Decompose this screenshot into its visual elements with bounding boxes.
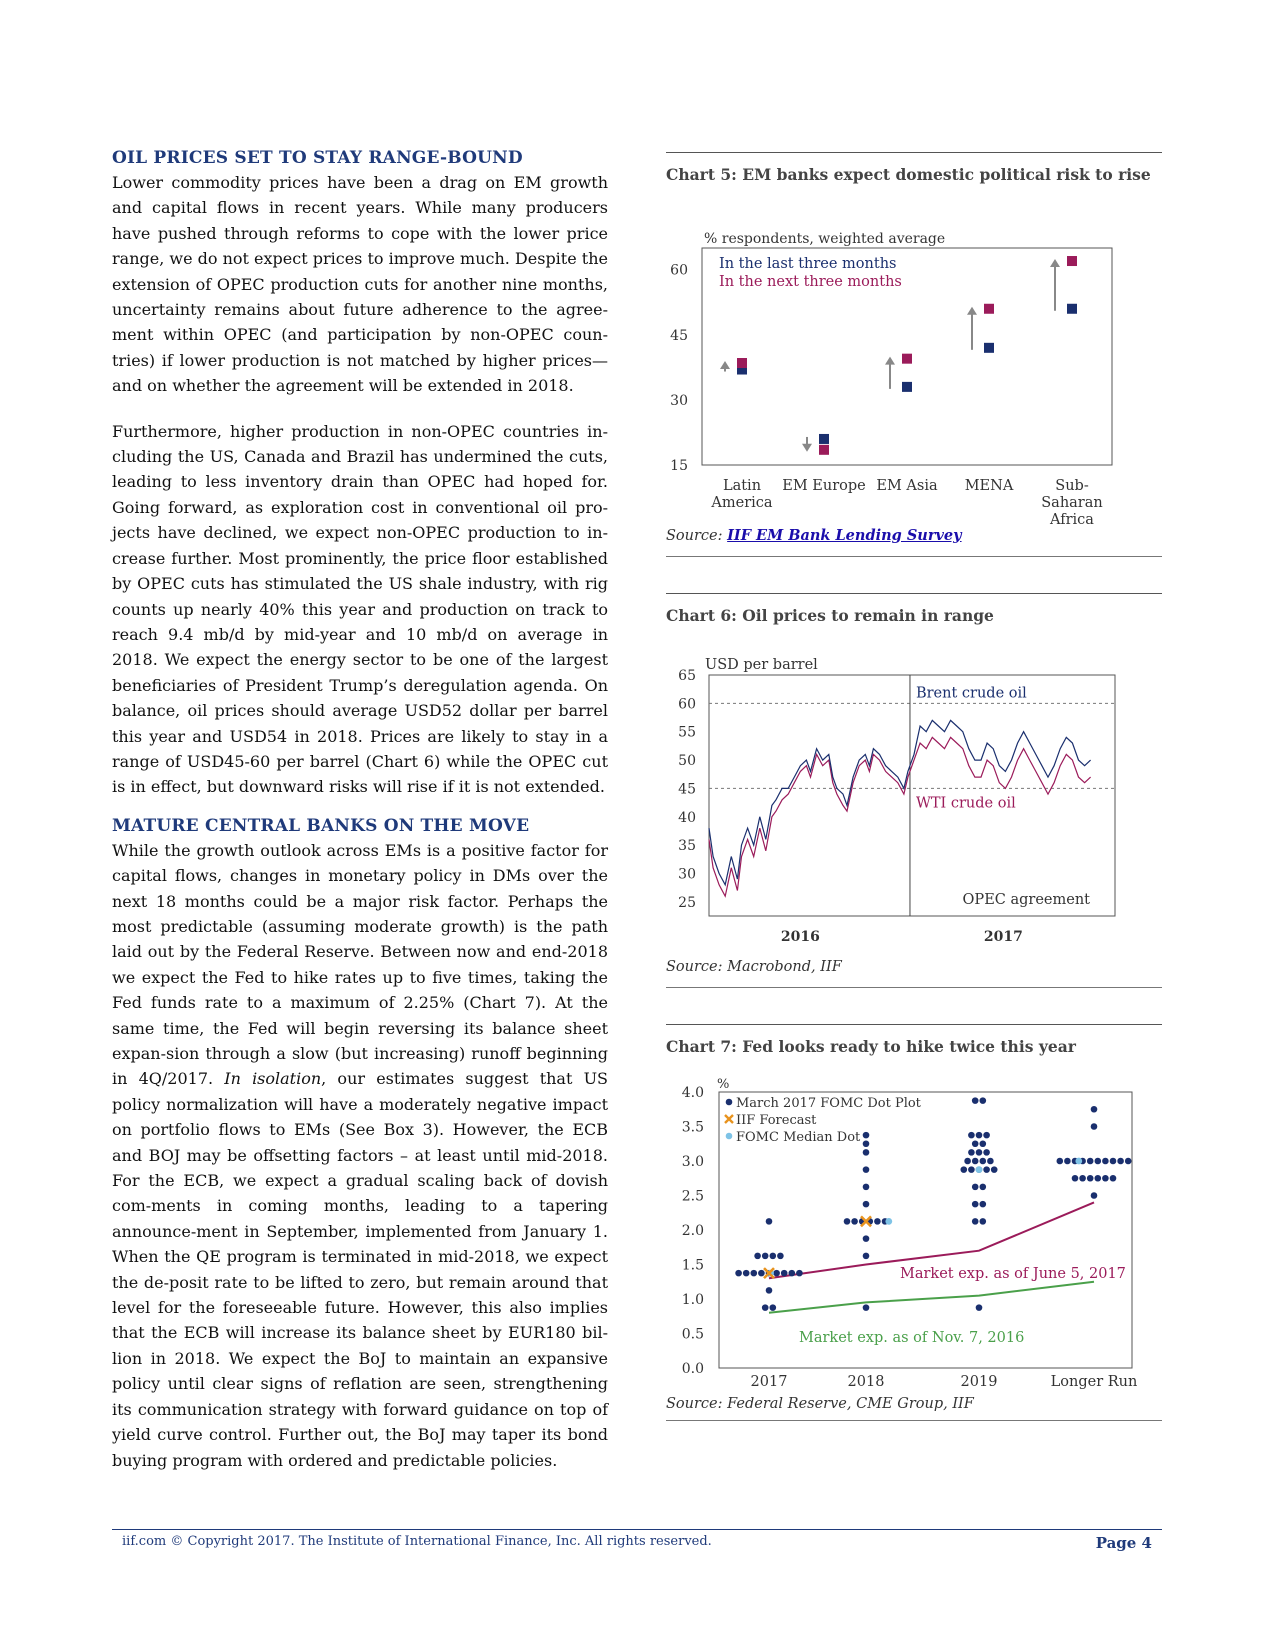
chart7-dot — [766, 1218, 773, 1225]
chart7-median-dot — [1075, 1158, 1082, 1165]
chart7-dot — [773, 1270, 780, 1277]
chart5-title: Chart 5: EM banks expect domestic political risk to rise — [666, 165, 1151, 184]
chart6-ytick: 30 — [678, 866, 696, 883]
chart7-dot — [863, 1166, 870, 1173]
chart7-dot — [972, 1140, 979, 1147]
chart7-dot — [766, 1287, 773, 1294]
chart7-dot — [1087, 1158, 1094, 1165]
chart7-dot — [1091, 1123, 1098, 1130]
chart6-xtick: 2017 — [983, 929, 1023, 945]
page-footer — [112, 1529, 1162, 1552]
chart5-marker-next — [737, 358, 747, 368]
chart7-dot — [851, 1218, 858, 1225]
chart5-xtick: Sub- — [1055, 478, 1089, 494]
chart6-plot — [666, 625, 1162, 957]
chart6-title: Chart 6: Oil prices to remain in range — [666, 606, 994, 625]
chart7-dot — [770, 1304, 777, 1311]
chart7-dot — [1095, 1158, 1102, 1165]
chart7-dot — [863, 1201, 870, 1208]
chart7-legend-cross-icon — [725, 1115, 733, 1123]
chart6-ytick: 60 — [678, 696, 696, 713]
paragraph-cb-part1: While the growth outlook across EMs is a positive factor for capital flows, changes in monetary policy in DMs over the next 18 months could be a major risk factor. Perhaps the most predictable (assuming moderate growth) is the path laid out by the Federal Reserve. Between now and end-2018 we expect the Fed to hike rates up to five times, taking the Fed funds rate to a maximum of 2.25% (Chart 7). At the same time, the Fed will begin reversing its balance sheet expan-sion through a slow (but increasing) runoff beginning in 4Q/2017. — [112, 840, 608, 1089]
chart5-marker-last — [902, 382, 912, 392]
chart5-xtick: Latin — [722, 478, 762, 494]
chart5-arrow-up-icon — [720, 361, 730, 369]
chart7-dot — [983, 1132, 990, 1139]
chart7-dot — [1091, 1106, 1098, 1113]
chart7-ytick: 3.0 — [681, 1154, 704, 1170]
chart6-frame — [709, 675, 1115, 916]
chart7-dot — [1091, 1192, 1098, 1199]
chart7-dot — [976, 1132, 983, 1139]
chart7-dot — [1079, 1175, 1086, 1182]
paragraph-oil-2: Furthermore, higher production in non-OPEC countries in-cluding the US, Canada and Brazil has undermined the cuts, leading to less inventory drain than OPEC had hoped for. Going forward, as exploration cost in conventional oil pro-jects have declined, we expect non-OPEC production to in-crease further. Most prominently, the price floor established by OPEC cuts has stimulated the US shale industry, with rig counts up nearly 40% this year and production on track to reach 9.4 mb/d by mid-year and 10 mb/d on average in 2018. We expect the energy sector to be one of the largest beneficiaries of President Trump’s deregulation agenda. On balance, oil prices should average USD52 dollar per barrel this year and USD54 in 2018. Prices are likely to stay in a range of USD45-60 per barrel (Chart 6) while the OPEC cut is in effect, but downward risks will rise if it is not extended. — [112, 421, 608, 797]
chart7-legend-median: FOMC Median Dot — [736, 1130, 861, 1145]
chart7-dot — [743, 1270, 750, 1277]
chart7-ytick: 2.5 — [681, 1188, 704, 1205]
chart7-xtick: 2019 — [960, 1374, 998, 1390]
chart7-dot — [754, 1253, 761, 1260]
chart7-dot — [972, 1218, 979, 1225]
chart7-ylabel: % — [717, 1077, 730, 1092]
chart7-dot — [980, 1140, 987, 1147]
chart6-ytick: 55 — [678, 724, 696, 741]
chart5-arrow-down-icon — [802, 444, 812, 452]
chart7-dot — [781, 1270, 788, 1277]
chart6-ytick: 45 — [678, 781, 696, 798]
chart5-marker-last — [984, 343, 994, 353]
chart7-dot — [1125, 1158, 1132, 1165]
chart7-median-dot — [885, 1218, 892, 1225]
chart7-dot — [863, 1140, 870, 1147]
chart7-dot — [976, 1149, 983, 1156]
chart7-dot — [980, 1201, 987, 1208]
chart5-legend-next: In the next three months — [719, 274, 902, 290]
chart7-legend-median-icon — [726, 1133, 733, 1140]
section-heading-oil: OIL PRICES SET TO STAY RANGE-BOUND — [112, 148, 523, 168]
chart7-label-june: Market exp. as of June 5, 2017 — [900, 1266, 1126, 1282]
chart7-dot — [863, 1304, 870, 1311]
chart7-dot — [983, 1149, 990, 1156]
chart7-dot — [968, 1149, 975, 1156]
chart7-dot — [796, 1270, 803, 1277]
paragraph-oil-1: Lower commodity prices have been a drag on EM growth and capital flows in recent years. While many producers have pushed through reforms to cope with the lower price range, we do not expect prices to improve much. Despite the extension of OPEC production cuts for another nine months, uncertainty remains about future adherence to the agree-ment within OPEC (and participation by non-OPEC coun-tries) if lower production is not matched by higher prices—and on whether the agreement will be extended in 2018. — [112, 173, 608, 396]
chart6-bottom-rule — [666, 987, 1162, 988]
chart7-dot — [961, 1166, 968, 1173]
chart7-dot — [964, 1158, 971, 1165]
chart7-dot — [987, 1158, 994, 1165]
chart5-xtick: EM Asia — [876, 478, 938, 494]
chart7-dot — [1064, 1158, 1071, 1165]
chart7-title: Chart 7: Fed looks ready to hike twice this year — [666, 1037, 1076, 1056]
chart7-dot — [976, 1304, 983, 1311]
chart7-dot — [983, 1166, 990, 1173]
chart6-label-wti: WTI crude oil — [915, 795, 1016, 812]
main-article — [112, 148, 608, 1473]
chart6-ytick: 40 — [678, 809, 696, 826]
chart6-ytick: 35 — [678, 838, 696, 855]
chart5-marker-next — [984, 304, 994, 314]
paragraph-cb-part2: , our estimates suggest that US policy normalization will have a moderately negative impact on portfolio flows to EMs (See Box 3). However, the ECB and BOJ may be offsetting factors – at least until mid-2018. For the ECB, we expect a gradual scaling back of dovish com-ments in coming months, leading to a tapering announce-ment in September, implemented from January 1. When the QE program is terminated in mid-2018, we expect the de-posit rate to be lifted to zero, but remain around that level for the foreseeable future. However, this also implies that the ECB will increase its balance sheet by EUR180 bil-lion in 2018. We expect the BoJ to maintain an expansive policy until clear signs of reflation are seen, strengthening its communication strategy with forward guidance on top of yield curve control. Further out, the BoJ may taper its bond buying program with ordered and predictable policies. — [112, 1069, 609, 1470]
chart5-ytick: 45 — [670, 327, 688, 344]
chart7-dot — [762, 1253, 769, 1260]
chart7-dot — [991, 1166, 998, 1173]
chart7-dot — [968, 1132, 975, 1139]
chart5-xtick: Africa — [1050, 512, 1094, 528]
chart7-dot — [1117, 1158, 1124, 1165]
chart6-series-brent — [709, 720, 1091, 884]
chart7-ytick: 4.0 — [681, 1085, 704, 1101]
chart7-dot — [972, 1201, 979, 1208]
chart7-xtick: 2017 — [750, 1374, 788, 1390]
chart5-marker-next — [902, 354, 912, 364]
chart7-dot — [980, 1158, 987, 1165]
chart5-ytick: 60 — [670, 262, 688, 279]
chart7-dot — [874, 1218, 881, 1225]
chart7-dot — [1095, 1175, 1102, 1182]
chart7-dot — [789, 1270, 796, 1277]
chart5-legend-last: In the last three months — [719, 256, 897, 272]
chart7-dot — [777, 1253, 784, 1260]
chart5-arrow-up-icon — [967, 307, 977, 315]
chart7-dot — [1102, 1158, 1109, 1165]
chart7-market-line-nov — [769, 1282, 1094, 1313]
chart5-marker-next — [1067, 256, 1077, 266]
chart7-dot — [770, 1253, 777, 1260]
chart6-ylabel: USD per barrel — [705, 657, 818, 673]
chart7-dot — [762, 1304, 769, 1311]
chart7-dot — [1110, 1175, 1117, 1182]
chart6-ytick: 25 — [678, 894, 696, 911]
chart6-annotation-opec: OPEC agreement — [962, 892, 1090, 908]
charts-column — [666, 152, 1162, 1421]
chart7-dot — [980, 1184, 987, 1191]
chart7-dot — [968, 1166, 975, 1173]
chart7-ytick: 1.0 — [681, 1292, 704, 1308]
chart5-marker-last — [819, 434, 829, 444]
chart7-dot — [863, 1149, 870, 1156]
chart6-label-brent: Brent crude oil — [915, 685, 1027, 702]
chart7-dot — [980, 1097, 987, 1104]
chart7-legend-iif: IIF Forecast — [736, 1113, 817, 1128]
chart7-dot — [735, 1270, 742, 1277]
chart7-dot — [863, 1184, 870, 1191]
chart6-series-wti — [709, 737, 1091, 896]
chart7-dot — [844, 1218, 851, 1225]
chart5-ytick: 15 — [670, 458, 688, 474]
chart7-ytick: 3.5 — [681, 1119, 704, 1136]
chart7-xtick: Longer Run — [1050, 1374, 1138, 1390]
chart5-ytick: 30 — [670, 392, 688, 409]
chart7-dot — [1110, 1158, 1117, 1165]
chart5-ylabel: % respondents, weighted average — [704, 231, 946, 247]
chart5-top-rule — [666, 152, 1162, 153]
chart6-source: Source: Macrobond, IIF — [666, 959, 842, 975]
chart7-source: Source: Federal Reserve, CME Group, IIF — [666, 1396, 974, 1412]
chart7-bottom-rule — [666, 1420, 1162, 1421]
chart7-dot — [1057, 1158, 1064, 1165]
chart7-top-rule — [666, 1024, 1162, 1025]
chart5-arrow-up-icon — [1050, 259, 1060, 267]
chart5-plot — [666, 184, 1162, 529]
paragraph-central-banks — [112, 838, 608, 1473]
chart5-bottom-rule — [666, 556, 1162, 557]
chart7-legend-dotplot: March 2017 FOMC Dot Plot — [736, 1096, 921, 1111]
chart6-ytick: 50 — [678, 753, 696, 770]
chart7-dot — [1072, 1175, 1079, 1182]
chart7-dot — [758, 1270, 765, 1277]
chart5-xtick: MENA — [964, 478, 1014, 494]
chart5-marker-last — [1067, 304, 1077, 314]
chart7-ytick: 0.0 — [681, 1361, 704, 1377]
chart5-xtick: America — [711, 495, 773, 511]
chart6-ytick: 65 — [678, 668, 696, 684]
section-heading-central-banks: MATURE CENTRAL BANKS ON THE MOVE — [112, 815, 530, 836]
chart7-ytick: 2.0 — [681, 1223, 704, 1239]
chart7-median-dot — [976, 1166, 983, 1173]
chart7-ytick: 0.5 — [681, 1326, 704, 1343]
chart7-dot — [972, 1158, 979, 1165]
chart7-dot — [980, 1218, 987, 1225]
chart5-marker-next — [819, 445, 829, 455]
page-number: Page 4 — [1095, 1534, 1152, 1552]
chart5-xtick: EM Europe — [782, 478, 866, 494]
chart7-dot — [863, 1235, 870, 1242]
chart7-dot — [1102, 1175, 1109, 1182]
chart7-dot — [972, 1097, 979, 1104]
chart7-dot — [972, 1184, 979, 1191]
chart7-ytick: 1.5 — [681, 1257, 704, 1274]
chart7-plot — [666, 1056, 1162, 1394]
chart7-dot — [751, 1270, 758, 1277]
chart7-label-nov: Market exp. as of Nov. 7, 2016 — [799, 1330, 1025, 1346]
chart7-dot — [1087, 1175, 1094, 1182]
chart7-dot — [863, 1132, 870, 1139]
chart6-xtick: 2016 — [780, 929, 820, 945]
chart7-xtick: 2018 — [847, 1374, 885, 1390]
chart7-legend-dot-icon — [726, 1099, 733, 1106]
chart5-source-prefix: Source: — [666, 528, 728, 544]
chart5-source — [666, 527, 1162, 544]
chart5-arrow-up-icon — [885, 357, 895, 365]
paragraph-cb-italic: In isolation — [224, 1069, 322, 1089]
footer-copyright[interactable]: iif.com © Copyright 2017. The Institute of International Finance, Inc. All rights reserved. — [122, 1534, 712, 1549]
chart7-dot — [863, 1253, 870, 1260]
chart5-source-link[interactable]: IIF EM Bank Lending Survey — [727, 527, 962, 544]
chart6-top-rule — [666, 593, 1162, 594]
chart5-xtick: Saharan — [1041, 495, 1103, 511]
